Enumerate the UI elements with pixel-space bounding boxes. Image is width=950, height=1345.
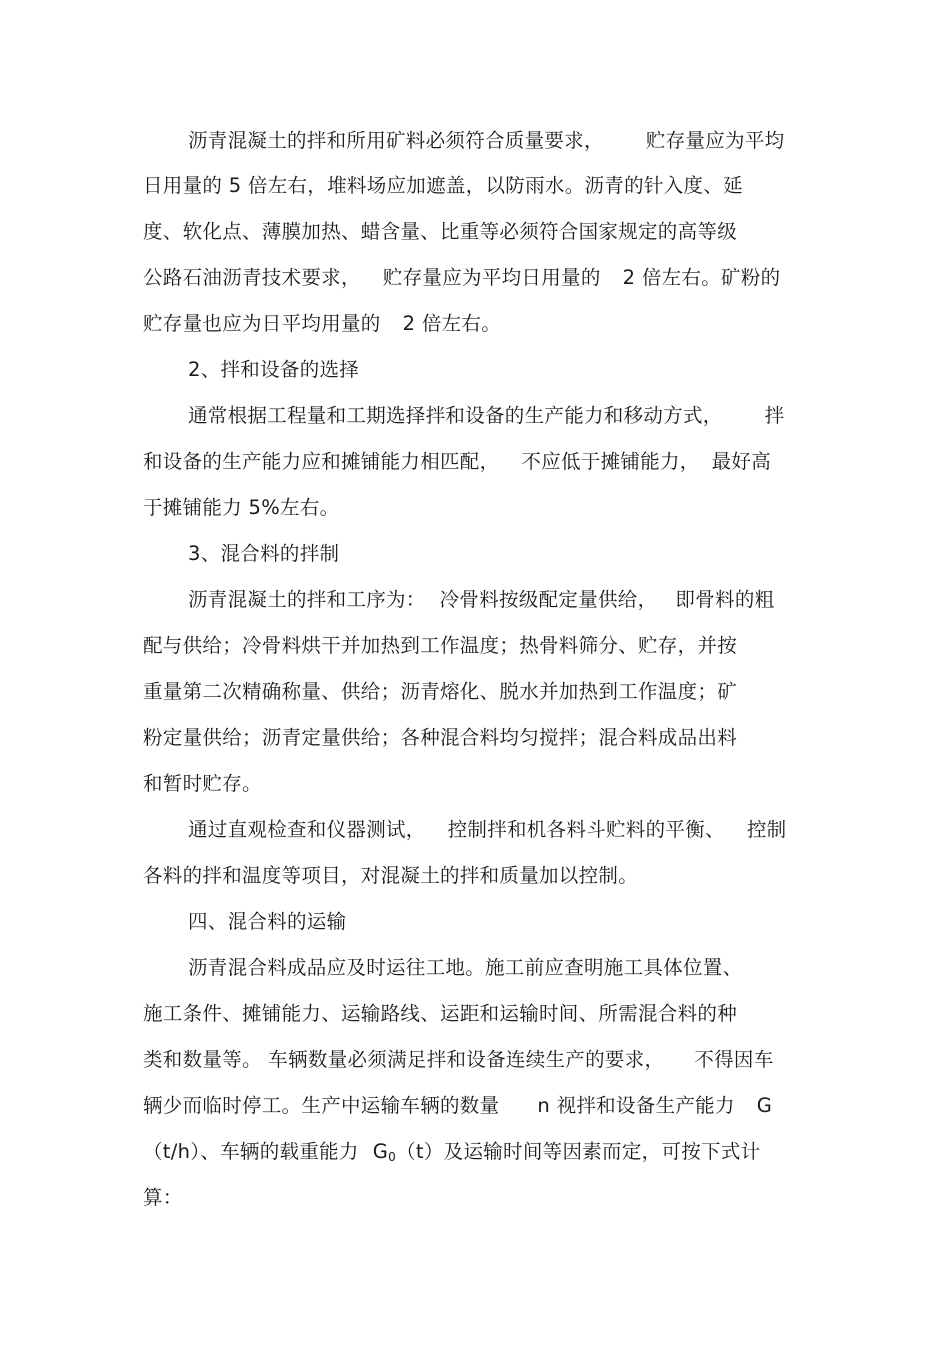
text-line [143,163,823,209]
text-line [143,669,823,715]
text-segment: 公路石油沥青技术要求， [143,266,361,289]
text-line [143,209,823,255]
text-segment: 贮存量应为平均日用量的 [382,266,601,289]
text-segment: G [372,1140,389,1163]
text-segment: 和设备的生产能力应和摊铺能力相匹配， [143,450,500,473]
text-segment: 贮存量应为平均 [645,129,785,152]
text-segment: 和暂时贮存。 [143,772,262,795]
text-segment: 2 倍左右。 [402,312,502,335]
text-line [143,761,823,807]
text-segment: 控制拌和机各料斗贮料的平衡、 [447,818,725,841]
heading-text: 3、混合料的拌制 [188,542,340,565]
text-segment: （t）及运输时间等因素而定，可按下式计 [396,1140,761,1163]
text-segment: 度、软化点、薄膜加热、蜡含量、比重等必须符合国家规定的高等级 [143,220,738,243]
text-line [143,623,823,669]
text-segment: 最好高 [711,450,772,473]
text-segment: 沥青混凝土的拌和工序为： [188,588,426,611]
text-segment: 类和数量等。 车辆数量必须满足拌和设备连续生产的要求， [143,1048,665,1071]
text-segment: 贮存量也应为日平均用量的 [143,312,381,335]
text-line [188,945,868,991]
text-segment: 辆少而临时停工。生产中运输车辆的数量 [143,1094,500,1117]
text-segment: 不得因车 [694,1048,774,1071]
text-line [143,439,823,485]
text-segment: 控制 [746,818,787,841]
text-line [143,853,823,899]
text-segment: （t/h）、车辆的载重能力 [143,1140,359,1163]
text-line [188,807,868,853]
section-heading [188,347,868,393]
text-segment: 冷骨料按级配定量供给， [439,588,658,611]
text-line [143,991,823,1037]
text-segment: G [756,1094,773,1117]
text-segment: 拌 [764,404,785,427]
text-line [143,1129,823,1175]
text-segment: 沥青混凝土的拌和所用矿料必须符合质量要求， [188,129,604,152]
text-segment: 沥青混合料成品应及时运往工地。施工前应查明施工具体位置、 [188,956,743,979]
text-segment: 即骨料的粗 [675,588,775,611]
text-line [143,301,823,347]
text-segment: 通常根据工程量和工期选择拌和设备的生产能力和移动方式， [188,404,723,427]
text-line [188,118,868,164]
text-segment: 算： [143,1186,183,1209]
text-segment: 2 倍左右。矿粉的 [622,266,781,289]
text-segment: 粉定量供给；沥青定量供给；各种混合料均匀搅拌；混合料成品出料 [143,726,738,749]
text-line [143,255,823,301]
text-line [188,393,868,439]
text-segment: 重量第二次精确称量、供给；沥青熔化、脱水并加热到工作温度；矿 [143,680,738,703]
text-segment: 各料的拌和温度等项目，对混凝土的拌和质量加以控制。 [143,864,639,887]
section-heading [188,899,868,945]
text-segment: 不应低于摊铺能力， [521,450,700,473]
text-line [143,715,823,761]
text-line [143,485,823,531]
text-segment: 日用量的 5 倍左右，堆料场应加遮盖，以防雨水。沥青的针入度、延 [143,174,743,197]
text-segment: 施工条件、摊铺能力、运输路线、运距和运输时间、所需混合料的种 [143,1002,738,1025]
text-segment: 于摊铺能力 5%左右。 [143,496,340,519]
heading-text: 四、混合料的运输 [188,910,347,933]
heading-text: 2、拌和设备的选择 [188,358,360,381]
subscript-zero: 0 [388,1150,397,1164]
section-heading [188,531,868,577]
text-line [188,577,868,623]
text-line [143,1083,823,1129]
text-segment: 通过直观检查和仪器测试， [188,818,426,841]
text-segment: 配与供给；冷骨料烘干并加热到工作温度；热骨料筛分、贮存，并按 [143,634,738,657]
text-line [143,1037,823,1083]
text-line [143,1175,823,1221]
text-segment: n 视拌和设备生产能力 [537,1094,735,1117]
